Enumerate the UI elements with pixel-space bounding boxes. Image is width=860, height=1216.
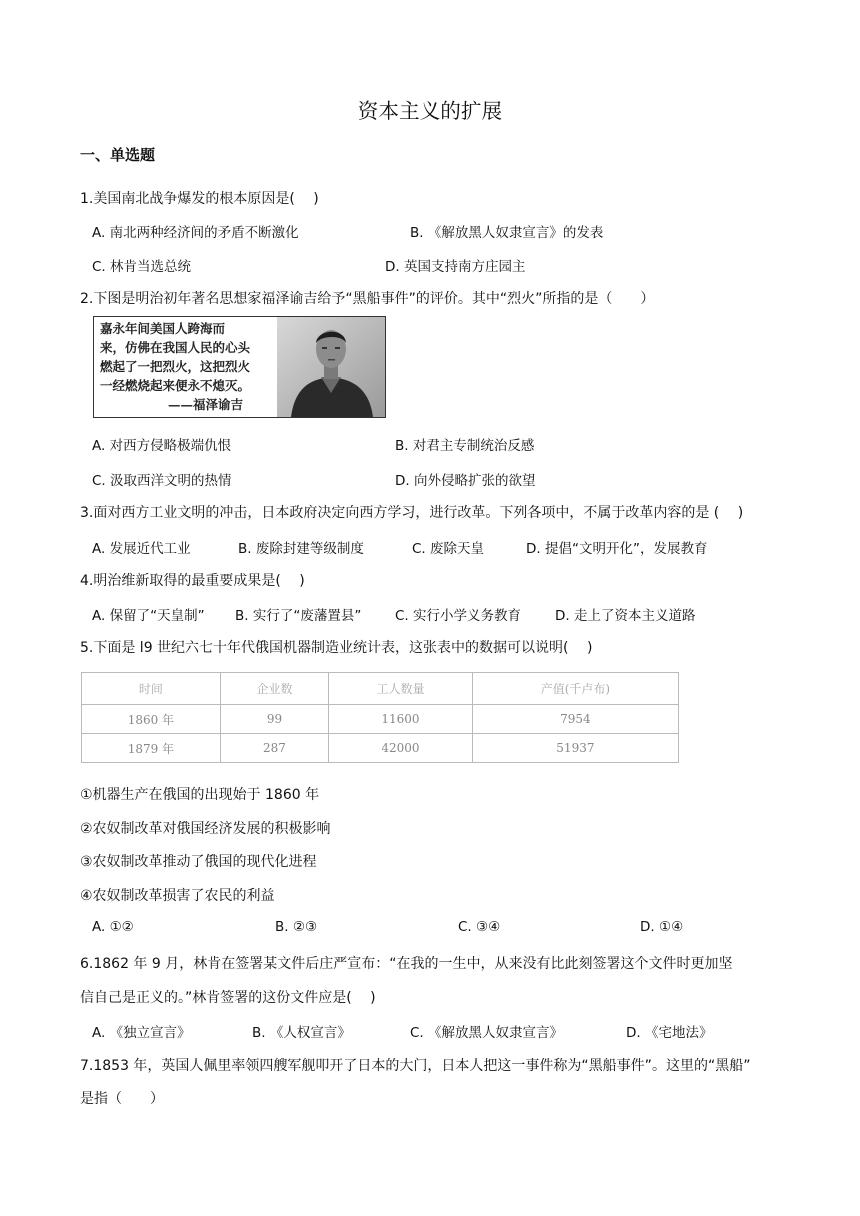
table-cell: 11600: [329, 705, 473, 734]
q3-option-a[interactable]: A. 发展近代工业: [92, 541, 191, 557]
quote-line: 来，仿佛在我国人民的心头: [100, 340, 251, 355]
quote-author: ——福泽谕吉: [168, 397, 244, 412]
statement-4: ④农奴制改革损害了农民的利益: [80, 888, 275, 904]
q5-option-a[interactable]: A. ①②: [92, 919, 134, 935]
q1-option-b[interactable]: B. 《解放黑人奴隶宣言》的发表: [410, 225, 604, 241]
statement-2: ②农奴制改革对俄国经济发展的积极影响: [80, 821, 331, 837]
q6-option-b[interactable]: B. 《人权宣言》: [252, 1025, 351, 1041]
question-6-line-2: 信自己是正义的。”林肯签署的这份文件应是( ): [80, 990, 376, 1006]
quote-line: 嘉永年间美国人跨海而: [100, 321, 226, 336]
portrait-image: [277, 317, 385, 417]
question-3: 3.面对西方工业文明的冲击，日本政府决定向西方学习，进行改革。下列各项中，不属于改革内容的是 ( ): [80, 505, 744, 521]
q6-option-c[interactable]: C. 《解放黑人奴隶宣言》: [410, 1025, 564, 1041]
section-heading: 一、单选题: [80, 146, 156, 164]
q3-option-d[interactable]: D. 提倡“文明开化”，发展教育: [526, 541, 708, 557]
table-row: [82, 705, 679, 734]
q4-option-a[interactable]: A. 保留了“天皇制”: [92, 608, 205, 624]
table-header-cell: 时间: [82, 673, 221, 705]
quote-line: 燃起了一把烈火，这把烈火: [100, 359, 251, 374]
quote-figure: [93, 316, 386, 418]
table-header-cell: 产值(千卢布): [472, 673, 678, 705]
question-5: 5.下面是 l9 世纪六七十年代俄国机器制造业统计表，这张表中的数据可以说明( ): [80, 640, 593, 656]
statement-1: ①机器生产在俄国的出现始于 1860 年: [80, 787, 320, 803]
table-row: [82, 734, 679, 763]
table-cell: 51937: [472, 734, 678, 763]
quote-line: 一经燃烧起来便永不熄灭。: [100, 378, 251, 393]
q1-option-d[interactable]: D. 英国支持南方庄园主: [385, 259, 526, 275]
q3-option-b[interactable]: B. 废除封建等级制度: [238, 541, 364, 557]
table-cell: 7954: [472, 705, 678, 734]
q4-option-d[interactable]: D. 走上了资本主义道路: [555, 608, 696, 624]
q4-option-b[interactable]: B. 实行了“废藩置县”: [235, 608, 362, 624]
q1-option-c[interactable]: C. 林肯当选总统: [92, 259, 192, 275]
question-6-line-1: 6.1862 年 9 月，林肯在签署某文件后庄严宣布：“在我的一生中，从来没有比此刻签署这个文件时更加坚: [80, 956, 733, 972]
q4-option-c[interactable]: C. 实行小学义务教育: [395, 608, 522, 624]
page-title: 资本主义的扩展: [357, 99, 503, 123]
q5-option-b[interactable]: B. ②③: [275, 919, 318, 935]
question-4: 4.明治维新取得的最重要成果是( ): [80, 573, 305, 589]
table-cell: 42000: [329, 734, 473, 763]
table-header-cell: 工人数量: [329, 673, 473, 705]
q5-option-d[interactable]: D. ①④: [640, 919, 684, 935]
quote-text: [100, 319, 280, 415]
question-2: 2.下图是明治初年著名思想家福泽谕吉给予“黑船事件”的评价。其中“烈火”所指的是（ ）: [80, 291, 655, 307]
table-cell: 1879 年: [82, 734, 221, 763]
q6-option-a[interactable]: A. 《独立宣言》: [92, 1025, 191, 1041]
q6-option-d[interactable]: D. 《宅地法》: [626, 1025, 713, 1041]
table-cell: 287: [220, 734, 328, 763]
q2-option-b[interactable]: B. 对君主专制统治反感: [395, 438, 535, 454]
question-7-line-2: 是指（ ）: [80, 1091, 164, 1107]
q5-option-c[interactable]: C. ③④: [458, 919, 501, 935]
q2-option-c[interactable]: C. 汲取西洋文明的热情: [92, 473, 232, 489]
statement-3: ③农奴制改革推动了俄国的现代化进程: [80, 854, 317, 870]
table-cell: 99: [220, 705, 328, 734]
table-cell: 1860 年: [82, 705, 221, 734]
data-table: [81, 672, 679, 763]
question-1: 1.美国南北战争爆发的根本原因是( ): [80, 191, 319, 207]
q2-option-d[interactable]: D. 向外侵略扩张的欲望: [395, 473, 536, 489]
q1-option-a[interactable]: A. 南北两种经济间的矛盾不断激化: [92, 225, 299, 241]
q3-option-c[interactable]: C. 废除天皇: [412, 541, 485, 557]
question-7-line-1: 7.1853 年，英国人佩里率领四艘军舰叩开了日本的大门，日本人把这一事件称为“黑船事件”。这里的“黑船”: [80, 1058, 751, 1074]
q2-option-a[interactable]: A. 对西方侵略极端仇恨: [92, 438, 232, 454]
table-header-cell: 企业数: [220, 673, 328, 705]
table-header-row: [82, 673, 679, 705]
